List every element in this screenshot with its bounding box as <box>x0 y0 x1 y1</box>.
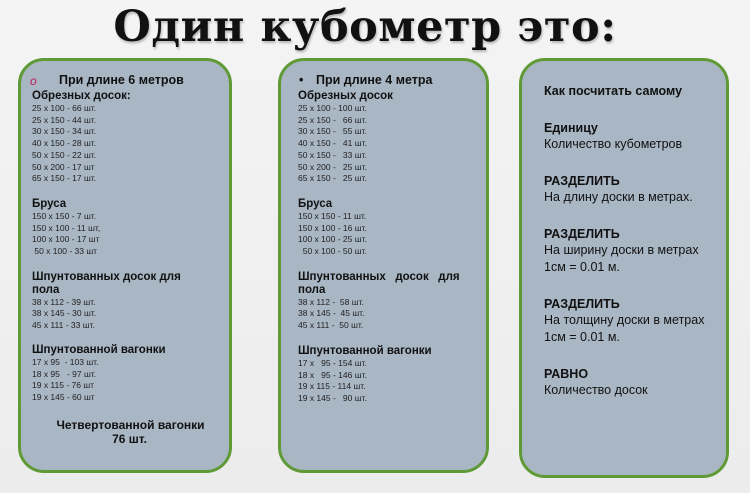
list-item: 50 х 100 - 33 шт <box>32 246 98 257</box>
step-head: РАЗДЕЛИТЬ <box>544 174 620 188</box>
list-item: 38 х 145 - 30 шт. <box>32 308 97 319</box>
list-item: 100 х 100 - 25 шт. <box>298 234 367 245</box>
list-item: 65 х 150 - 25 шт. <box>298 173 367 184</box>
section-title: Шпунтованной вагонки <box>298 344 432 357</box>
section-title: Шпунтованной вагонки <box>32 343 166 356</box>
page-title: Один кубометр это: <box>113 2 617 52</box>
panel-6-meters <box>18 58 232 473</box>
section-title: Обрезных досок <box>298 90 393 102</box>
list-item: 17 х 95 - 103 шт. <box>32 356 99 367</box>
panel-header: При длине 4 метра <box>316 73 433 87</box>
list-item: 17 х 95 - 154 шт. <box>298 357 367 368</box>
list-item: 40 х 150 - 28 шт. <box>32 138 97 149</box>
list-item: 40 х 150 - 41 шт. <box>298 138 367 149</box>
list-item: 30 х 150 - 55 шт. <box>298 126 367 137</box>
step-text: На толщину доски в метрах 1см = 0.01 м. <box>544 313 705 344</box>
list-item: 50 х 200 - 25 шт. <box>298 161 367 172</box>
list-item: 50 х 150 - 33 шт. <box>298 149 367 160</box>
list-item: 38 х 112 - 58 шт. <box>298 296 364 307</box>
list-item: 50 х 200 - 17 шт <box>32 161 95 172</box>
list-item: 100 х 100 - 17 шт <box>32 234 100 245</box>
bullet-icon: o <box>30 74 37 88</box>
panel-body <box>544 120 722 399</box>
list-item: 65 х 150 - 17 шт. <box>32 173 97 184</box>
panel-body <box>298 90 484 405</box>
step-text: Количество досок <box>544 383 648 397</box>
step-text: На ширину доски в метрах 1см = 0.01 м. <box>544 243 699 274</box>
step-text: Количество кубометров <box>544 137 683 151</box>
list-item: 30 х 150 - 34 шт. <box>32 126 97 137</box>
list-item: 38 х 145 - 45 шт. <box>298 308 365 319</box>
list-item: 19 х 145 - 90 шт. <box>298 392 367 403</box>
panel-header: Как посчитать самому <box>544 84 683 98</box>
panel-header: При длине 6 метров <box>59 73 184 87</box>
step-head: РАЗДЕЛИТЬ <box>544 227 620 241</box>
section-title: Шпунтованных досок для пола <box>32 270 181 296</box>
footer-title: Четвертованной вагонки <box>56 417 205 432</box>
panel-body <box>32 90 227 446</box>
step-head: РАВНО <box>544 367 589 381</box>
step-head: РАЗДЕЛИТЬ <box>544 297 620 311</box>
section-title: Бруса <box>298 197 333 210</box>
section-title: Бруса <box>32 197 67 210</box>
section-title: Шпунтованных досок для пола <box>298 270 463 296</box>
list-item: 19 х 145 - 60 шт <box>32 391 95 402</box>
list-item: 19 х 115 - 76 шт <box>32 380 95 391</box>
list-item: 45 х 111 - 33 шт. <box>32 320 95 331</box>
list-item: 25 х 100 - 66 шт. <box>32 103 97 113</box>
footer-value: 76 шт. <box>112 431 147 446</box>
bullet-icon: • <box>299 73 304 87</box>
list-item: 150 х 150 - 7 шт. <box>32 210 97 221</box>
list-item: 150 х 100 - 16 шт. <box>298 222 367 233</box>
list-item: 25 х 150 - 66 шт. <box>298 114 367 125</box>
step-head: Единицу <box>544 121 598 135</box>
list-item: 45 х 111 - 50 шт. <box>298 320 364 331</box>
list-item: 38 х 112 - 39 шт. <box>32 296 96 307</box>
list-item: 150 х 100 - 11 шт, <box>32 222 101 233</box>
panel-4-meters <box>278 58 489 473</box>
step-text: На длину доски в метрах. <box>544 190 693 204</box>
panel-how-to-calculate <box>519 58 729 478</box>
list-item: 25 х 100 - 100 шт. <box>298 103 367 113</box>
list-item: 50 х 150 - 22 шт. <box>32 149 97 160</box>
list-item: 18 х 95 - 146 шт. <box>298 369 367 380</box>
list-item: 50 х 100 - 50 шт. <box>298 246 367 257</box>
section-title: Обрезных досок: <box>32 90 131 102</box>
list-item: 150 х 150 - 11 шт. <box>298 210 367 221</box>
list-item: 19 х 115 - 114 шт. <box>298 381 366 392</box>
list-item: 25 х 150 - 44 шт. <box>32 114 97 125</box>
list-item: 18 х 95 - 97 шт. <box>32 368 97 379</box>
